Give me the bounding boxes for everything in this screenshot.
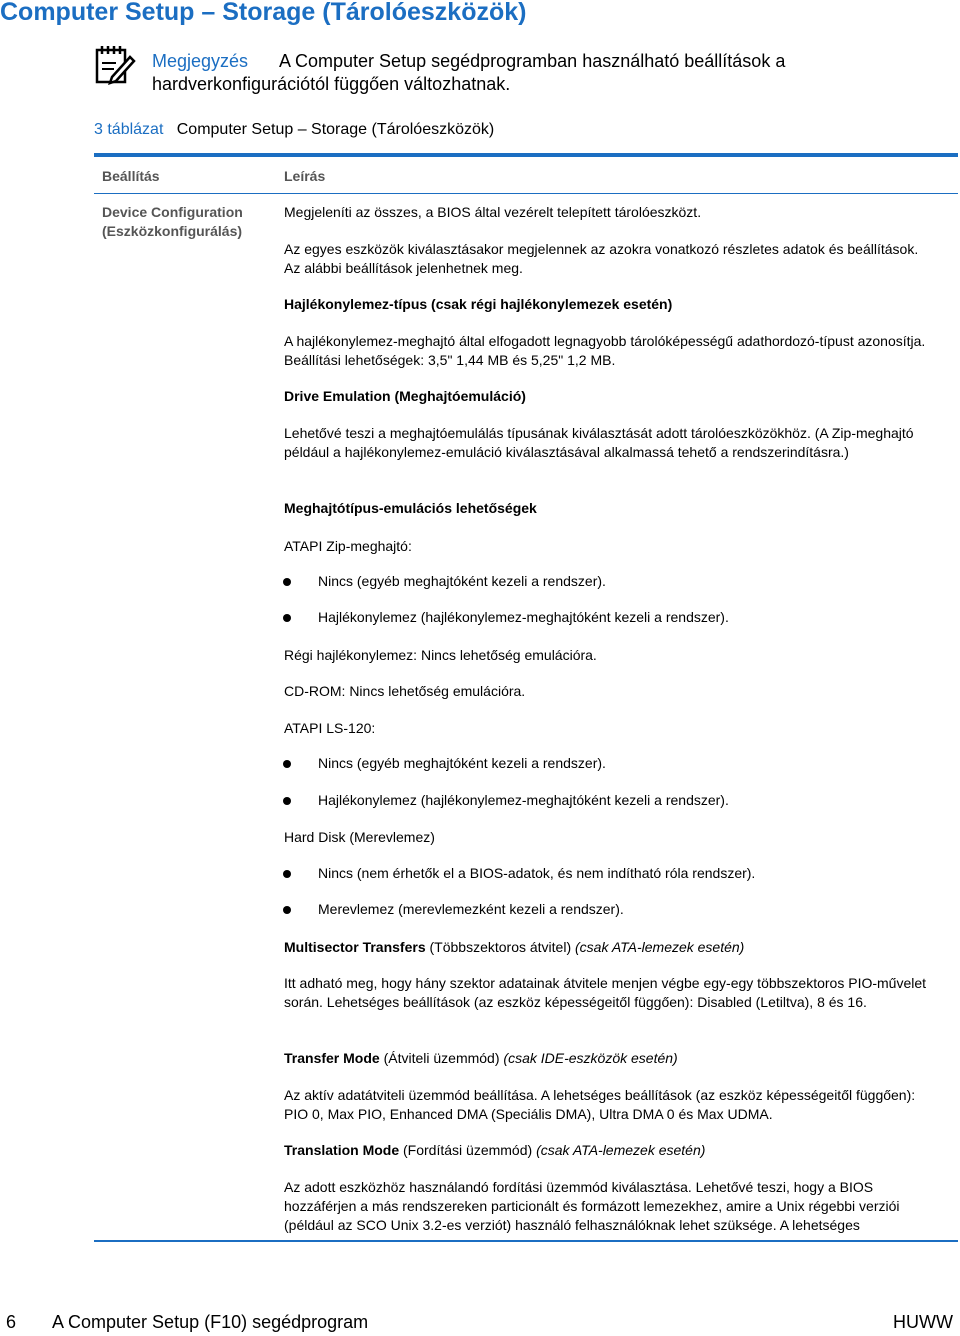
note-label: Megjegyzés bbox=[152, 51, 249, 71]
device-label-hard-disk: Hard Disk (Merevlemez) bbox=[284, 829, 435, 845]
description-paragraph: Lehetővé teszi a meghajtóemulálás típusának kiválasztását adott tárolóeszközökhöz. (A Zip-meghajtó például a hajlékonylemez-emuláció kiválasztásával alkalmassá tehető a rendszerindításra.) bbox=[284, 425, 914, 460]
bullet-icon bbox=[283, 578, 291, 586]
description-line: Régi hajlékonylemez: Nincs lehetőség emulációra. bbox=[284, 647, 597, 663]
table-bottom-rule bbox=[94, 1240, 958, 1242]
table-top-rule bbox=[94, 153, 958, 157]
note-icon bbox=[94, 43, 136, 85]
description-paragraph: Az aktív adatátviteli üzemmód beállítása. A lehetséges beállítások (az eszköz képességeitől függően): PIO 0, Max PIO, Enhanced DMA (Speciális DMA), Ultra DMA 0 és Max UDMA. bbox=[284, 1087, 916, 1122]
column-header-setting: Beállítás bbox=[102, 168, 160, 184]
page-title: Computer Setup – Storage (Tárolóeszközök) bbox=[0, 0, 527, 26]
bullet-icon bbox=[283, 870, 291, 878]
column-header-description: Leírás bbox=[284, 168, 326, 184]
table-header-rule bbox=[94, 193, 958, 194]
table-caption-label: 3 táblázat bbox=[94, 121, 164, 138]
footer-brand: HUWW bbox=[893, 1312, 953, 1332]
setting-name-line2: (Eszközkonfigurálás) bbox=[102, 223, 243, 239]
bullet-icon bbox=[283, 906, 291, 914]
section-heading-transfer-mode: Transfer Mode (Átviteli üzemmód) (csak IDE-eszközök esetén) bbox=[284, 1050, 678, 1066]
footer-page-number: 6 bbox=[6, 1312, 17, 1332]
section-heading-drive-emulation: Drive Emulation (Meghajtóemuláció) bbox=[284, 388, 526, 404]
table-caption bbox=[94, 121, 494, 139]
description-paragraph: Az adott eszközhöz használandó fordítási üzemmód kiválasztása. Lehetővé teszi, hogy a BIOS hozzáférjen a más rendszereken particionált és formázott lemezekhez, amire a Unix régebbi verziói (például az SCO Unix 3.2-es verziót) használó felhasználóknak lehet szüksége. A lehetséges bbox=[284, 1179, 900, 1233]
footer-chapter-title: A Computer Setup (F10) segédprogram bbox=[52, 1312, 369, 1332]
description-paragraph: Itt adható meg, hogy hány szektor adatainak átvitele menjen végbe egy-egy többszektoros PIO-művelet során. Lehetséges beállítások (az eszköz képességeitől függően): Disabled (Letiltva), 8 és 16. bbox=[284, 975, 927, 1010]
description-line: CD-ROM: Nincs lehetőség emulációra. bbox=[284, 683, 526, 699]
bullet-icon bbox=[283, 797, 291, 805]
note-text: A Computer Setup segédprogramban használható beállítások a bbox=[279, 51, 786, 71]
section-heading-translation-mode: Translation Mode (Fordítási üzemmód) (csak ATA-lemezek esetén) bbox=[284, 1142, 706, 1158]
section-heading-floppy-type: Hajlékonylemez-típus (csak régi hajlékonylemezek esetén) bbox=[284, 296, 673, 312]
description-paragraph: Megjeleníti az összes, a BIOS által vezérelt telepített tárolóeszközt. bbox=[284, 204, 702, 220]
bullet-icon bbox=[283, 614, 291, 622]
description-paragraph: Az egyes eszközök kiválasztásakor megjelennek az azokra vonatkozó részletes adatok és beállítások. Az alábbi beállítások jelenhetnek meg. bbox=[284, 241, 919, 276]
note-text-continued: hardverkonfigurációtól függően változhatnak. bbox=[152, 74, 511, 94]
bullet-icon bbox=[283, 760, 291, 768]
device-label-atapi-zip: ATAPI Zip-meghajtó: bbox=[284, 538, 412, 554]
description-paragraph: A hajlékonylemez-meghajtó által elfogadott legnagyobb tárolóképességű adathordozó-típust azonosítja. Beállítási lehetőségek: 3,5" 1,44 MB és 5,25" 1,2 MB. bbox=[284, 333, 926, 368]
device-label-ls120: ATAPI LS-120: bbox=[284, 720, 376, 736]
table-caption-title: Computer Setup – Storage (Tárolóeszközök) bbox=[176, 121, 495, 138]
setting-name-line1: Device Configuration bbox=[102, 204, 243, 220]
section-heading-emulation-options: Meghajtótípus-emulációs lehetőségek bbox=[284, 500, 537, 516]
section-heading-multisector: Multisector Transfers (Többszektoros átvitel) (csak ATA-lemezek esetén) bbox=[284, 939, 745, 955]
